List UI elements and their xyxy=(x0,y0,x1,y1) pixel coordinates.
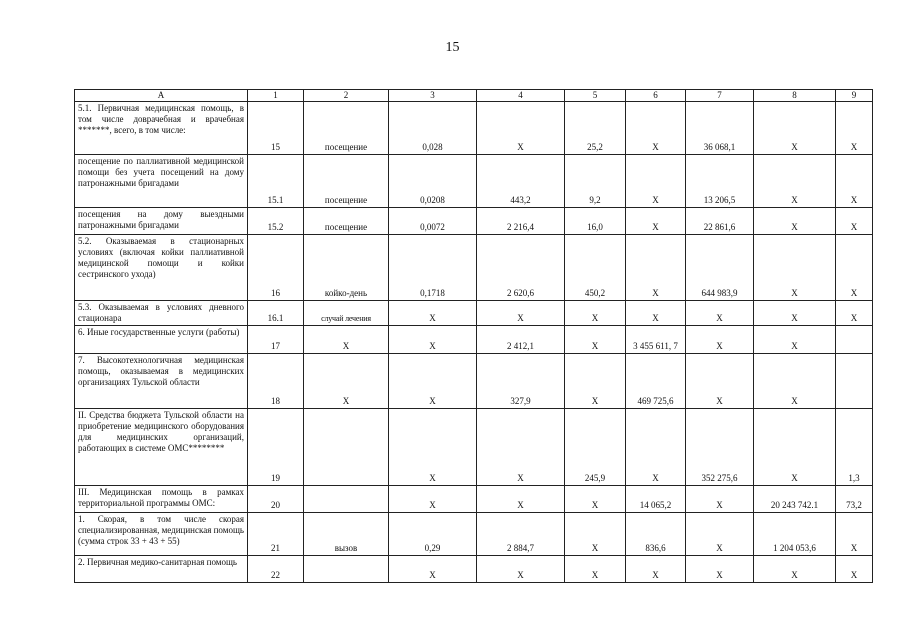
table-cell: X xyxy=(686,486,754,513)
table-cell: 245,9 xyxy=(565,409,626,486)
table-row xyxy=(75,102,873,155)
table-cell: X xyxy=(754,354,836,409)
table-cell: X xyxy=(304,354,389,409)
table-cell: 2 884,7 xyxy=(477,513,565,556)
table-cell: койко-день xyxy=(304,235,389,301)
table-header-row xyxy=(75,90,873,102)
row-description: 5.2. Оказываемая в стационарных условиях (включая койки паллиативной медицинской помощи и койки сестринского ухода) xyxy=(75,235,248,301)
table-cell: 0,028 xyxy=(389,102,477,155)
row-description: II. Средства бюджета Тульской области на приобретение медицинского оборудования для медицинских организаций, работающих в системе ОМС******** xyxy=(75,409,248,486)
table-row xyxy=(75,409,873,486)
table-cell: 16 xyxy=(248,235,304,301)
row-description: 5.3. Оказываемая в условиях дневного стационара xyxy=(75,301,248,326)
table-cell: 1 204 053,6 xyxy=(754,513,836,556)
table-cell: 16.1 xyxy=(248,301,304,326)
table-cell: X xyxy=(754,409,836,486)
table-cell: 22 xyxy=(248,556,304,583)
table-cell: 19 xyxy=(248,409,304,486)
table-cell: 352 275,6 xyxy=(686,409,754,486)
table-cell: X xyxy=(836,235,873,301)
table-cell: X xyxy=(836,102,873,155)
table-cell xyxy=(836,326,873,354)
row-description: 7. Высокотехнологичная медицинская помощь, оказываемая в медицинских организациях Тульской области xyxy=(75,354,248,409)
table-cell: X xyxy=(565,326,626,354)
table-cell: 17 xyxy=(248,326,304,354)
table-cell: вызов xyxy=(304,513,389,556)
table-cell: 644 983,9 xyxy=(686,235,754,301)
table-cell: 1,3 xyxy=(836,409,873,486)
column-header: 5 xyxy=(565,90,626,102)
row-description: 6. Иные государственные услуги (работы) xyxy=(75,326,248,354)
table-row xyxy=(75,208,873,235)
table-cell: 16,0 xyxy=(565,208,626,235)
table-cell: X xyxy=(686,301,754,326)
table-cell: 15.2 xyxy=(248,208,304,235)
table-cell: X xyxy=(754,326,836,354)
table-cell: X xyxy=(477,556,565,583)
table-cell: 73,2 xyxy=(836,486,873,513)
table-cell: 14 065,2 xyxy=(626,486,686,513)
table-cell: X xyxy=(477,409,565,486)
column-header: 4 xyxy=(477,90,565,102)
table-cell: X xyxy=(686,326,754,354)
table-cell xyxy=(304,556,389,583)
table-cell: X xyxy=(754,102,836,155)
table-cell: X xyxy=(565,486,626,513)
table-cell: X xyxy=(836,155,873,208)
table-cell: X xyxy=(754,208,836,235)
table-cell: 3 455 611, 7 xyxy=(626,326,686,354)
table-cell: X xyxy=(389,409,477,486)
table-cell: X xyxy=(836,301,873,326)
table-cell: X xyxy=(626,208,686,235)
column-header: 2 xyxy=(304,90,389,102)
table-cell: X xyxy=(626,301,686,326)
table-cell: 25,2 xyxy=(565,102,626,155)
table-cell: 20 243 742.1 xyxy=(754,486,836,513)
table-cell: посещение xyxy=(304,155,389,208)
row-description: 1. Скорая, в том числе скорая специализированная, медицинская помощь (сумма строк 33 + 43 + 55) xyxy=(75,513,248,556)
table-cell xyxy=(304,409,389,486)
table-row xyxy=(75,235,873,301)
table-cell: X xyxy=(565,556,626,583)
table-row xyxy=(75,326,873,354)
table-cell: случай лечения xyxy=(304,301,389,326)
table-cell: 2 620,6 xyxy=(477,235,565,301)
table-cell: X xyxy=(304,326,389,354)
table-cell: 0,0208 xyxy=(389,155,477,208)
table-cell: X xyxy=(754,556,836,583)
table-cell: X xyxy=(565,301,626,326)
table-cell xyxy=(836,354,873,409)
page-number: 15 xyxy=(445,40,460,55)
table-row xyxy=(75,155,873,208)
row-description: посещение по паллиативной медицинской помощи без учета посещений на дому патронажными бригадами xyxy=(75,155,248,208)
table-row xyxy=(75,354,873,409)
table-cell: 450,2 xyxy=(565,235,626,301)
table-cell: 443,2 xyxy=(477,155,565,208)
table-cell: посещение xyxy=(304,208,389,235)
table-row xyxy=(75,556,873,583)
table-cell: X xyxy=(626,556,686,583)
column-header: 3 xyxy=(389,90,477,102)
column-header: 7 xyxy=(686,90,754,102)
table-cell: X xyxy=(836,208,873,235)
table-cell: 469 725,6 xyxy=(626,354,686,409)
table-cell: X xyxy=(626,235,686,301)
table-cell: 2 216,4 xyxy=(477,208,565,235)
row-description: 2. Первичная медико-санитарная помощь xyxy=(75,556,248,583)
table-cell: X xyxy=(754,155,836,208)
table-cell xyxy=(304,486,389,513)
table-cell: X xyxy=(477,102,565,155)
column-header: 1 xyxy=(248,90,304,102)
table-cell: X xyxy=(565,354,626,409)
table-cell: X xyxy=(477,301,565,326)
table-cell: 36 068,1 xyxy=(686,102,754,155)
table-cell: X xyxy=(389,301,477,326)
table-cell: X xyxy=(477,486,565,513)
table-cell: X xyxy=(565,513,626,556)
table-row xyxy=(75,513,873,556)
table-cell: посещение xyxy=(304,102,389,155)
table-cell: 18 xyxy=(248,354,304,409)
table-cell: X xyxy=(389,556,477,583)
table-cell: 0,29 xyxy=(389,513,477,556)
table-cell: 20 xyxy=(248,486,304,513)
data-table xyxy=(74,89,873,583)
table-cell: 9,2 xyxy=(565,155,626,208)
table-cell: 22 861,6 xyxy=(686,208,754,235)
table-cell: 327,9 xyxy=(477,354,565,409)
table-cell: 0,1718 xyxy=(389,235,477,301)
row-description: посещения на дому выездными патронажными бригадами xyxy=(75,208,248,235)
table-cell: 0,0072 xyxy=(389,208,477,235)
table-cell: X xyxy=(626,409,686,486)
table-cell: 13 206,5 xyxy=(686,155,754,208)
table-cell: X xyxy=(686,556,754,583)
row-description: III. Медицинская помощь в рамках территориальной программы ОМС: xyxy=(75,486,248,513)
table-cell: X xyxy=(836,513,873,556)
table-cell: X xyxy=(686,513,754,556)
table-cell: X xyxy=(754,235,836,301)
table-cell: X xyxy=(754,301,836,326)
table-cell: X xyxy=(686,354,754,409)
table-cell: X xyxy=(836,556,873,583)
table-cell: 15 xyxy=(248,102,304,155)
table-cell: 21 xyxy=(248,513,304,556)
column-header: 6 xyxy=(626,90,686,102)
table-row xyxy=(75,486,873,513)
table-cell: X xyxy=(626,102,686,155)
table-cell: 836,6 xyxy=(626,513,686,556)
column-header: 9 xyxy=(836,90,873,102)
table-cell: 15.1 xyxy=(248,155,304,208)
table-row xyxy=(75,301,873,326)
table-cell: 2 412,1 xyxy=(477,326,565,354)
column-header: А xyxy=(75,90,248,102)
table-cell: X xyxy=(389,354,477,409)
column-header: 8 xyxy=(754,90,836,102)
table-cell: X xyxy=(389,326,477,354)
row-description: 5.1. Первичная медицинская помощь, в том числе доврачебная и врачебная *******, всего, в том числе: xyxy=(75,102,248,155)
table-cell: X xyxy=(626,155,686,208)
table-cell: X xyxy=(389,486,477,513)
